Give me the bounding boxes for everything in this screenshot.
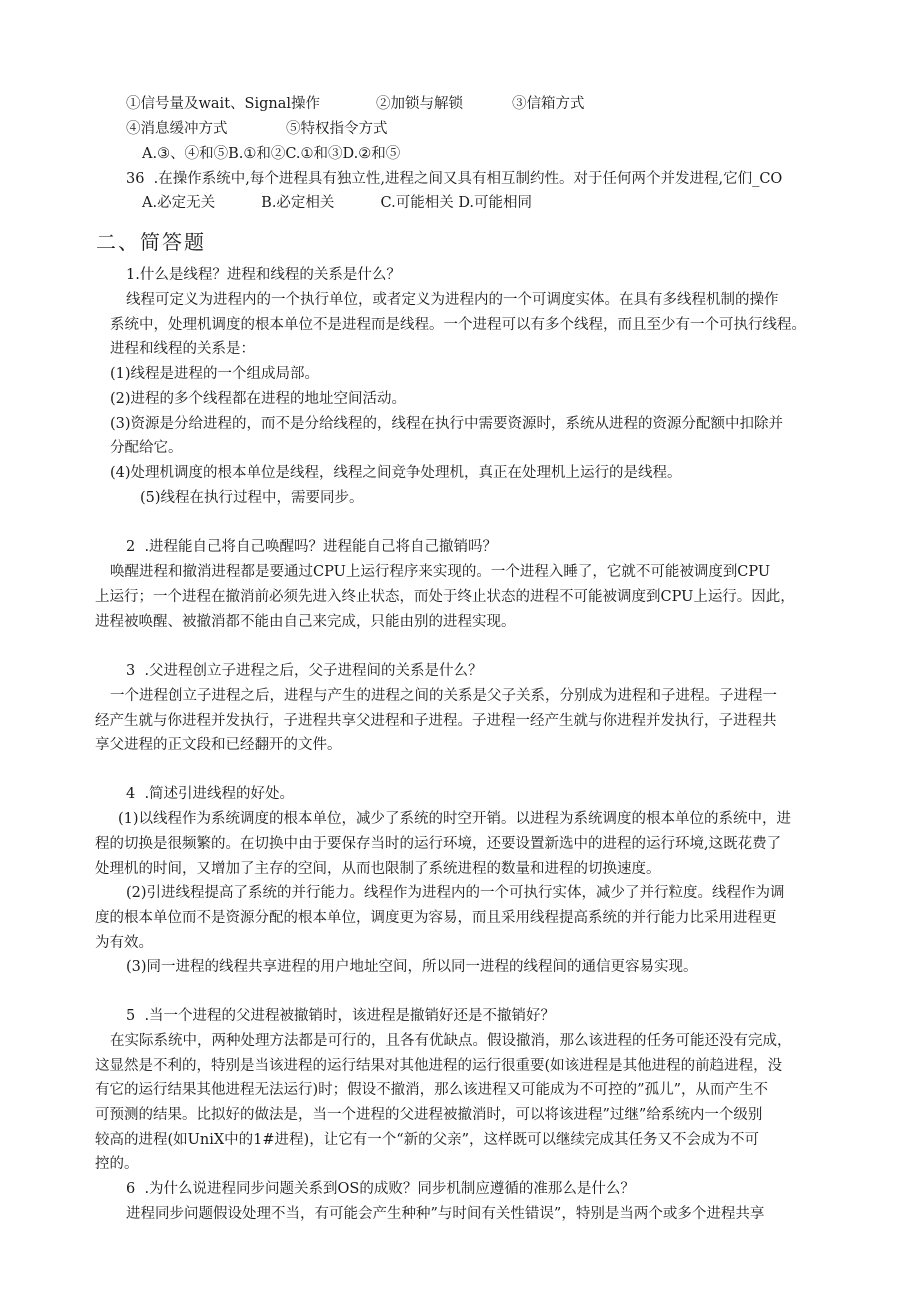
q35-option-2: ②加锁与解锁 <box>376 96 463 112</box>
sa1-item5: (5)线程在执行过程中，需要同步。 <box>140 490 364 506</box>
sa1-question: 1.什么是线程？进程和线程的关系是什么？ <box>126 267 401 283</box>
sa4-a1-line2: 程的切换是很频繁的。在切换中由于要保存当时的运行环境，还要设置新选中的进程的运行环境,这既花费了 <box>95 836 782 852</box>
sa3-line3: 享父进程的正文段和已经翻开的文件。 <box>95 737 342 753</box>
q35-choices: A.③、④和⑤B.①和②C.①和③D.②和⑤ <box>142 146 401 162</box>
sa5-line6: 控的。 <box>95 1156 139 1172</box>
sa5-line2: 这显然是不利的，特别是当该进程的运行结果对其他进程的运行很重要(如该进程是其他进程的前趋进程，没 <box>95 1058 783 1074</box>
sa1-item3-line2: 分配给它。 <box>110 440 183 456</box>
sa5-line5: 较高的进程(如UniX中的1#进程)，让它有一个“新的父亲”，这样既可以继续完成其任务又不会成为不可 <box>95 1132 760 1148</box>
sa1-item4: (4)处理机调度的根本单位是线程，线程之间竞争处理机，真正在处理机上运行的是线程。 <box>110 465 682 481</box>
sa3-question: 3 .父进程创立子进程之后，父子进程间的关系是什么？ <box>126 663 483 679</box>
sa5-question: 5 .当一个进程的父进程被撤销时，该进程是撤销好还是不撤销好？ <box>126 1008 556 1024</box>
sa3-line2: 经产生就与你进程并发执行，子进程共享父进程和子进程。子进程一经产生就与你进程并发执行，子进程共 <box>95 713 777 729</box>
sa1-item1: (1)线程是进程的一个组成局部。 <box>110 366 320 382</box>
sa1-p2: 进程和线程的关系是： <box>110 341 255 357</box>
sa1-p1-line2: 系统中，处理机调度的根本单位不是进程而是线程。一个进程可以有多个线程，而且至少有一个可执行线程。 <box>110 317 806 333</box>
sa5-line4: 可预测的结果。比拟好的做法是，当一个进程的父进程被撤消时，可以将该进程”过继”给系统内一个级别 <box>95 1107 763 1123</box>
sa1-p1-line1: 线程可定义为进程内的一个执行单位，或者定义为进程内的一个可调度实体。在具有多线程机制的操作 <box>126 292 779 308</box>
sa5-line3: 有它的运行结果其他进程无法运行)时；假设不撤消，那么该进程又可能成为不可控的”孤儿”，从而产生不 <box>95 1082 768 1098</box>
sa6-line1: 进程同步问题假设处理不当，有可能会产生种种”与时间有关性错误”，特别是当两个或多个进程共享 <box>126 1206 765 1222</box>
q35-option-5: ⑤特权指令方式 <box>286 121 388 137</box>
sa4-a2-line2: 度的根本单位而不是资源分配的根本单位，调度更为容易，而且采用线程提高系统的并行能力比采用进程更 <box>95 910 777 926</box>
sa4-a1-line1: (1)以线程作为系统调度的根本单位，减少了系统的时空开销。以进程为系统调度的根本单位的系统中，进 <box>118 811 792 827</box>
sa4-a1-line3: 处理机的时间，又增加了主存的空间，从而也限制了系统进程的数量和进程的切换速度。 <box>95 861 661 877</box>
q36-stem: 36 .在操作系统中,每个进程具有独立性,进程之间又具有相互制约性。对于任何两个并发进程,它们_CO <box>126 171 783 187</box>
q35-option-3: ③信箱方式 <box>512 96 585 112</box>
sa4-a2-line1: (2)引进线程提高了系统的并行能力。线程作为进程内的一个可执行实体，减少了并行粒度。线程作为调 <box>126 885 785 901</box>
sa4-a3: (3)同一进程的线程共享进程的用户地址空间，所以同一进程的线程间的通信更容易实现。 <box>126 959 698 975</box>
sa2-line2: 上运行；一个进程在撤消前必须先进入终止状态，而处于终止状态的进程不可能被调度到CPU上运行。因此， <box>95 589 795 605</box>
sa5-line1: 在实际系统中，两种处理方法都是可行的，且各有优缺点。假设撤消，那么该进程的任务可能还没有完成， <box>110 1033 792 1049</box>
sa2-line3: 进程被唤醒、被撤消都不能由自己来完成，只能由别的进程实现。 <box>95 614 516 630</box>
sa3-line1: 一个进程创立子进程之后，进程与产生的进程之间的关系是父子关系，分别成为进程和子进程。子进程一 <box>110 688 777 704</box>
sa1-item2: (2)进程的多个线程都在进程的地址空间活动。 <box>110 391 407 407</box>
q35-option-1: ①信号量及wait、Signal操作 <box>126 96 320 112</box>
sa4-question: 4 .简述引进线程的好处。 <box>126 786 295 802</box>
sa2-line1: 唤醒进程和撤消进程都是要通过CPU上运行程序来实现的。一个进程入睡了，它就不可能被调度到CPU <box>110 564 771 580</box>
sa4-a2-line3: 为有效。 <box>95 935 153 951</box>
q35-options-row1 <box>126 94 585 114</box>
q35-options-row2 <box>126 119 388 139</box>
sa6-question: 6 .为什么说进程同步问题关系到OS的成败？同步机制应遵循的准那么是什么？ <box>126 1181 635 1197</box>
q36-choices: A.必定无关 B.必定相关 C.可能相关 D.可能相同 <box>142 195 533 211</box>
sa1-item3-line1: (3)资源是分给进程的，而不是分给线程的，线程在执行中需要资源时，系统从进程的资源分配额中扣除并 <box>110 416 784 432</box>
sa2-question: 2 .进程能自己将自己唤醒吗？进程能自己将自己撤销吗？ <box>126 539 498 555</box>
section-title: 二、简答题 <box>96 230 206 254</box>
q35-option-4: ④消息缓冲方式 <box>126 121 228 137</box>
